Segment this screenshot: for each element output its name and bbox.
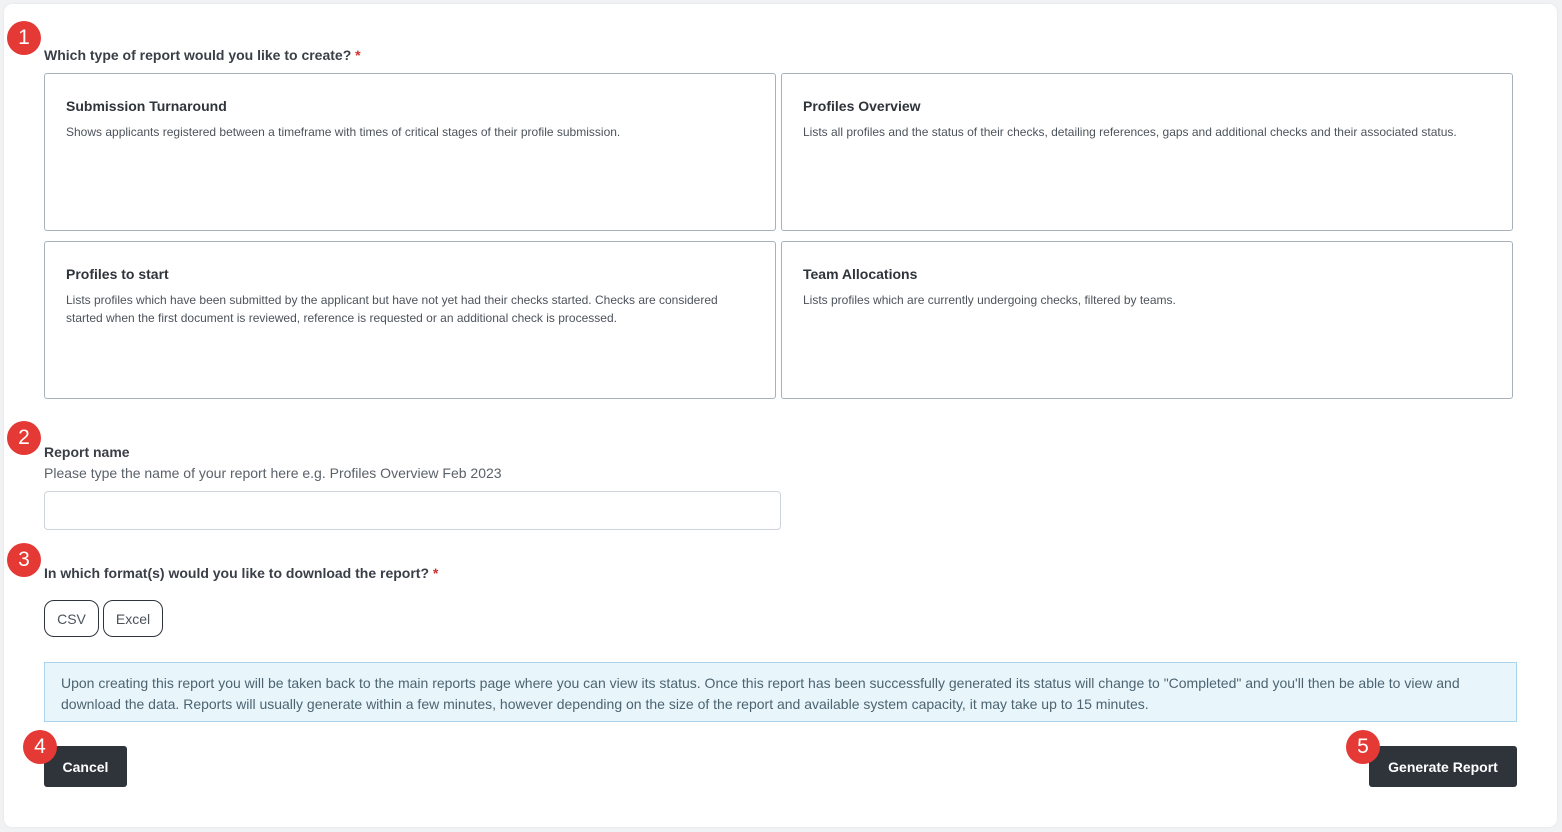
required-marker: * <box>432 565 439 581</box>
info-alert-text: Upon creating this report you will be taken back to the main reports page where you can view its status. Once this report has been successfully generated its status will change to "Completed" and you'll then be able to view and download the data. Reports will usually generate within a few minutes, however depending on the size of the report and available system capacity, it may take up to 15 minutes. <box>61 675 1460 712</box>
report-option-title: Team Allocations <box>803 266 918 282</box>
report-option-title: Profiles Overview <box>803 98 921 114</box>
report-name-input[interactable] <box>44 491 781 530</box>
report-option-profiles-to-start[interactable] <box>44 241 776 399</box>
report-name-hint: Please type the name of your report here e.g. Profiles Overview Feb 2023 <box>44 465 502 481</box>
report-option-description: Lists profiles which are currently undergoing checks, filtered by teams. <box>803 293 1176 307</box>
required-marker: * <box>355 47 361 63</box>
format-csv-button[interactable]: CSV <box>44 600 99 637</box>
report-option-title: Submission Turnaround <box>66 98 227 114</box>
report-option-description: Lists all profiles and the status of their checks, detailing references, gaps and additional checks and their associated status. <box>803 125 1457 139</box>
step-badge-5: 5 <box>1346 730 1380 764</box>
report-option-description: Lists profiles which have been submitted by the applicant but have not yet had their checks started. Checks are considered started when the first document is reviewed, reference is requested or an additional check is processed. <box>66 293 718 325</box>
report-option-title: Profiles to start <box>66 266 169 282</box>
format-question <box>44 565 438 581</box>
format-excel-button[interactable]: Excel <box>103 600 163 637</box>
format-question-text: In which format(s) would you like to download the report? <box>44 565 429 581</box>
report-option-team-allocations[interactable] <box>781 241 1513 399</box>
report-option-profiles-overview[interactable] <box>781 73 1513 231</box>
info-alert <box>44 662 1517 722</box>
cancel-button[interactable]: Cancel <box>44 746 127 787</box>
report-type-question-text: Which type of report would you like to create? <box>44 47 352 63</box>
report-type-question <box>44 47 361 63</box>
step-badge-1: 1 <box>7 21 41 55</box>
generate-report-button[interactable]: Generate Report <box>1369 746 1517 787</box>
step-badge-2: 2 <box>7 421 41 455</box>
report-option-submission-turnaround[interactable] <box>44 73 776 231</box>
step-badge-4: 4 <box>23 730 57 764</box>
report-option-description: Shows applicants registered between a timeframe with times of critical stages of their profile submission. <box>66 125 621 139</box>
step-badge-3: 3 <box>7 543 41 577</box>
report-name-label: Report name <box>44 444 130 460</box>
